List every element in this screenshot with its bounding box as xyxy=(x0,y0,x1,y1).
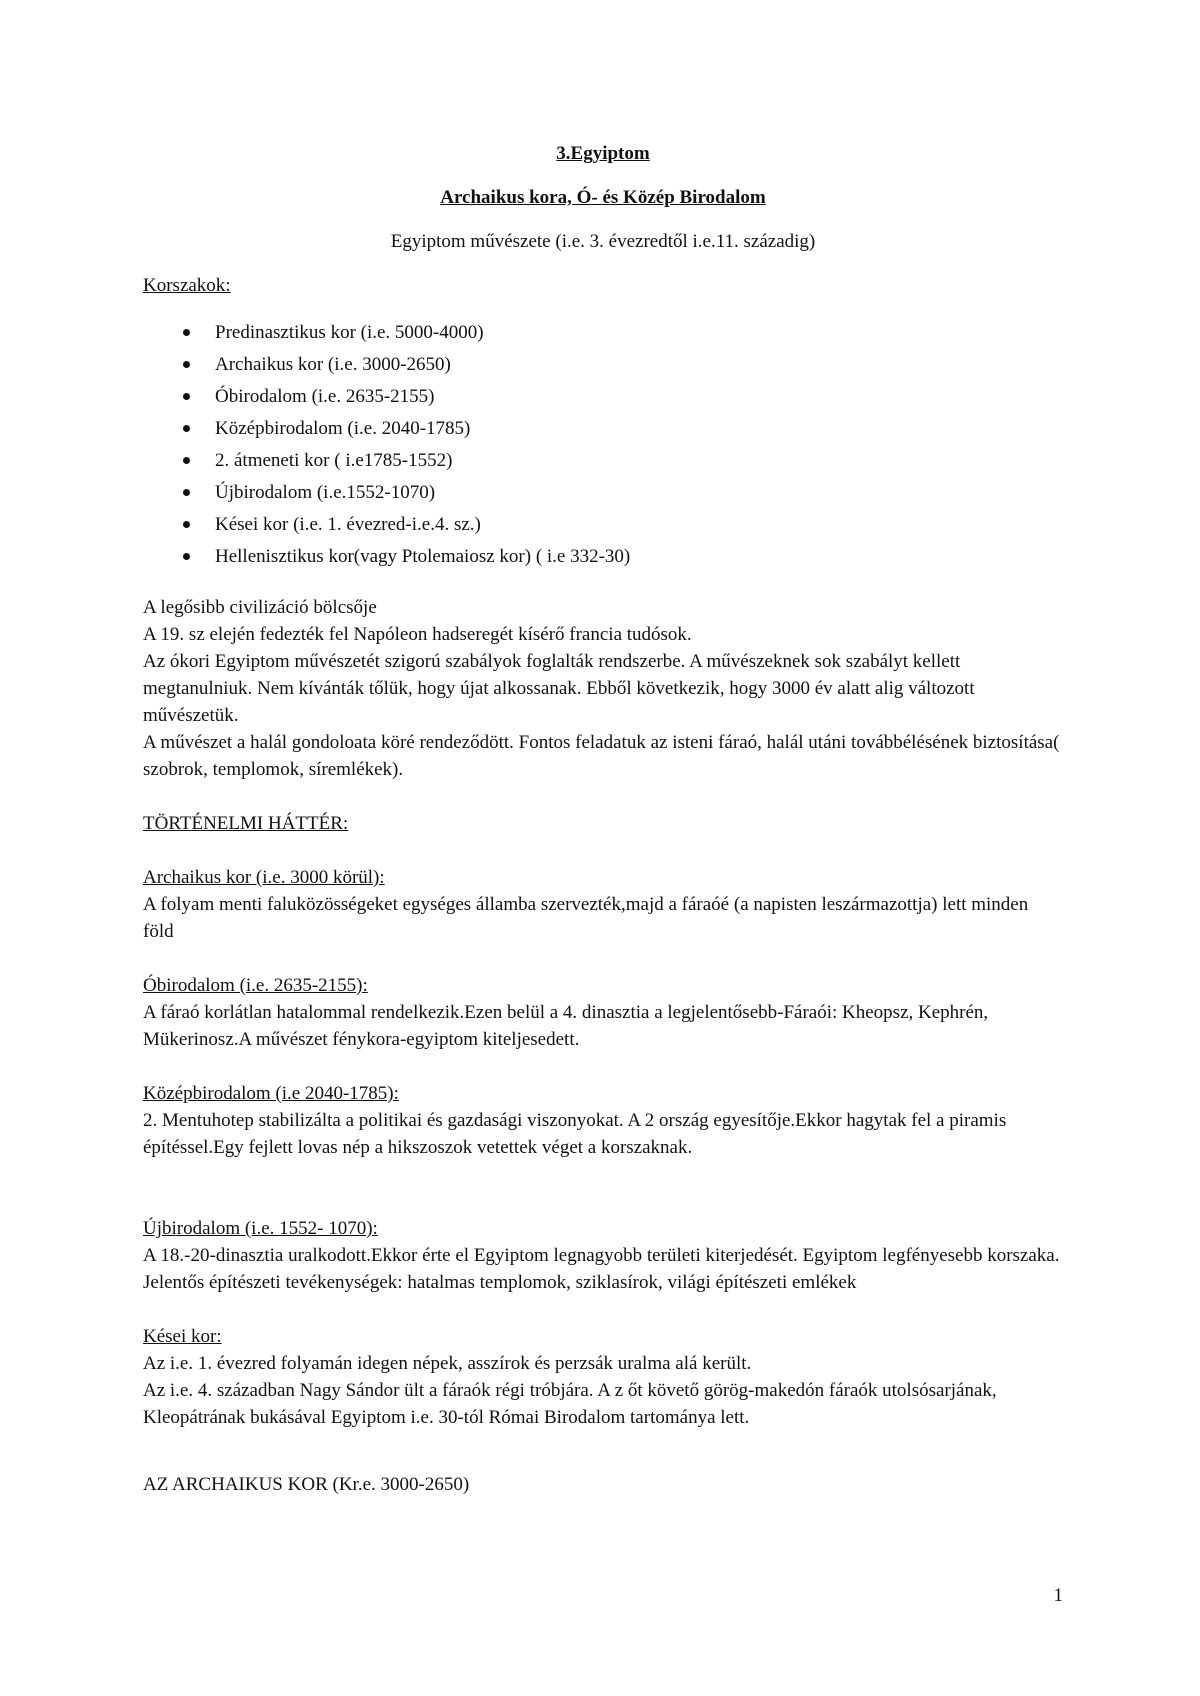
list-item xyxy=(143,541,1063,573)
bullet-icon xyxy=(183,457,190,464)
section-heading: Óbirodalom (i.e. 2635-2155): xyxy=(143,975,368,996)
section-text: Az i.e. 4. században Nagy Sándor ült a fáraók régi tróbjára. A z őt követő görög-makedón fáraók utolsósarjának, Kleopátrának bukásával Egyiptom i.e. 30-tól Római Birodalom tartománya lett. xyxy=(143,1380,997,1428)
period-text: Hellenisztikus kor(vagy Ptolemaiosz kor) ( i.e 332-30) xyxy=(215,546,631,567)
list-item xyxy=(143,413,1063,445)
document-subtitle: Egyiptom művészete (i.e. 3. évezredtől i.e.11. századig) xyxy=(390,231,816,252)
bullet-icon xyxy=(183,329,190,336)
bullet-icon xyxy=(183,361,190,368)
document-body xyxy=(143,140,1063,1498)
period-text: Újbirodalom (i.e.1552-1070) xyxy=(215,482,436,503)
intro-line: A művészet a halál gondoloata köré rendeződött. Fontos feladatuk az isteni fáraó, halál utáni továbbélésének biztosítása( szobrok, templomok, síremlékek). xyxy=(143,732,1060,780)
closing-heading: AZ ARCHAIKUS KOR (Kr.e. 3000-2650) xyxy=(143,1474,470,1495)
intro-line: Az ókori Egyiptom művészetét szigorú szabályok foglalták rendszerbe. A művészeknek sok szabályt kellett megtanulniuk. Nem kívánták tőlük, hogy újat alkossanak. Ebből következik, hogy 3000 év alatt alig változott művészetük. xyxy=(143,651,975,726)
section-new-kingdom xyxy=(143,1215,1063,1296)
bullet-icon xyxy=(183,489,190,496)
section-old-kingdom xyxy=(143,972,1063,1053)
document-title: 3.Egyiptom xyxy=(556,143,650,164)
section-heading: Archaikus kor (i.e. 3000 körül): xyxy=(143,867,385,888)
section-text: Az i.e. 1. évezred folyamán idegen népek, asszírok és perzsák uralma alá került. xyxy=(143,1353,752,1374)
history-heading: TÖRTÉNELMI HÁTTÉR: xyxy=(143,813,349,834)
page-number: 1 xyxy=(1053,1585,1063,1606)
section-text: A fáraó korlátlan hatalommal rendelkezik.Ezen belül a 4. dinasztia a legjelentősebb-Fáraói: Kheopsz, Kephrén, Mükerinosz.A művészet fénykora-egyiptom kiteljesedett. xyxy=(143,1002,989,1050)
section-text: A folyam menti faluközösségeket egységes államba szervezték,majd a fáraóé (a napisten leszármazottja) lett minden föld xyxy=(143,894,1029,942)
section-heading: Újbirodalom (i.e. 1552- 1070): xyxy=(143,1218,378,1239)
period-text: Kései kor (i.e. 1. évezred-i.e.4. sz.) xyxy=(215,514,481,535)
period-text: Predinasztikus kor (i.e. 5000-4000) xyxy=(215,322,484,343)
bullet-icon xyxy=(183,425,190,432)
intro-line: A 19. sz elején fedezték fel Napóleon hadseregét kísérő francia tudósok. xyxy=(143,624,692,645)
periods-list xyxy=(143,317,1063,573)
bullet-icon xyxy=(183,521,190,528)
bullet-icon xyxy=(183,553,190,560)
list-item xyxy=(143,477,1063,509)
section-text: A 18.-20-dinasztia uralkodott.Ekkor érte el Egyiptom legnagyobb területi kiterjedését. Egyiptom legfényesebb korszaka. xyxy=(143,1245,1060,1266)
list-item xyxy=(143,349,1063,381)
period-text: Archaikus kor (i.e. 3000-2650) xyxy=(215,354,451,375)
intro-line: A legősibb civilizáció bölcsője xyxy=(143,597,377,618)
section-middle-kingdom xyxy=(143,1080,1063,1161)
period-text: 2. átmeneti kor ( i.e1785-1552) xyxy=(215,450,453,471)
section-text: 2. Mentuhotep stabilizálta a politikai és gazdasági viszonyokat. A 2 ország egyesítője.Ekkor hagytak fel a piramis építéssel.Egy fejlett lovas nép a hikszoszok vetettek véget a korszaknak. xyxy=(143,1110,1007,1158)
list-item xyxy=(143,317,1063,349)
list-item xyxy=(143,509,1063,541)
section-heading: Kései kor: xyxy=(143,1326,222,1347)
list-item xyxy=(143,381,1063,413)
bullet-icon xyxy=(183,393,190,400)
section-text: Jelentős építészeti tevékenységek: hatalmas templomok, sziklasírok, világi építészeti emlékek xyxy=(143,1272,857,1293)
period-text: Középbirodalom (i.e. 2040-1785) xyxy=(215,418,471,439)
periods-label: Korszakok: xyxy=(143,275,231,296)
document-subtitle-bold: Archaikus kora, Ó- és Közép Birodalom xyxy=(440,187,766,208)
period-text: Óbirodalom (i.e. 2635-2155) xyxy=(215,386,435,407)
section-late-period xyxy=(143,1323,1063,1431)
section-heading: Középbirodalom (i.e 2040-1785): xyxy=(143,1083,399,1104)
list-item xyxy=(143,445,1063,477)
section-archaic xyxy=(143,864,1063,945)
intro-block xyxy=(143,594,1063,783)
